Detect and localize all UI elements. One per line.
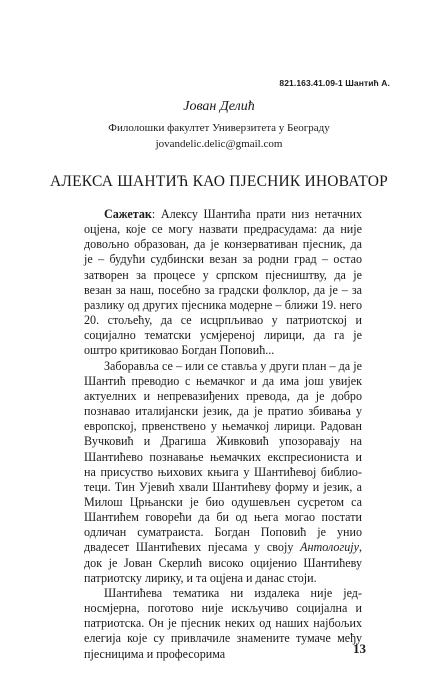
- author-email: jovandelic.delic@gmail.com: [155, 138, 283, 150]
- p2-text-after: , док је Јован Скерлић високо оцијенио Шантићеву патриотску лирику, и та оцјена и данас стоји.: [84, 540, 362, 585]
- abstract-text: : Алексу Шантића прати низ нетачних оцјена, које се могу назвати предрасудама: да није довољно образован, да је конзервативан пјесник, да је – будући судбински везан за родни град – остао затворен за процесе у српском пјесништву, да је везан за наш, посебно за градски фолклор, да је – за разлику од других пјесника модерне – ближи 19. него 20. стољећу, да се исцрпљивао у патриотској и социјално тематски усмјереној лирици, да га је оштро критиковао Богдан Поповић...: [84, 207, 362, 358]
- body-paragraph-2: [84, 359, 362, 586]
- author-name: Јован Делић: [183, 99, 255, 114]
- abstract-label: Сажетак: [104, 207, 152, 221]
- p2-italic-title: Антологију: [300, 540, 359, 555]
- body-paragraph-3: Шантићева тематика ни издалека није једносмјерна, поготово није искључиво социјална и патриотска. Он је пјесник неких од наших најбољих елегија које су привлачиле знамените тумаче међу пјесницима и професорима: [84, 585, 362, 661]
- udc-classification: 821.163.41.09-1 Шантић А.: [279, 78, 390, 88]
- article-body: [84, 207, 362, 662]
- page-number: 13: [353, 641, 366, 656]
- article-title: АЛЕКСА ШАНТИЋ КАО ПЈЕСНИК ИНОВАТОР: [50, 173, 388, 190]
- p2-text-before: Заборавља се – или се ставља у други план – да је Шантић преводио с њемачког и да има још увијек актуелних и непревазиђених превода, да је добро познавао италијански језик, да је пратио збивања у европској, првенствено у њемачкој лирици. Радован Вучковић и Драгиша Живковић упозоравају на Шантићево познавање њемачких експресиониста и на присуство њихових књига у Шантићевој библиотеци. Тин Ујевић хвали Шантићеву форму и језик, а Милош Црњански је био одушевљен сусретом са Шантићем говорећи да би од њега могао постати одличан суматраиста. Богдан Поповић је унио двадесет Шантићевих пјесама у своју: [84, 358, 362, 555]
- abstract-paragraph: [84, 207, 362, 359]
- author-affiliation: Филолошки факултет Универзитета у Београду: [108, 122, 330, 134]
